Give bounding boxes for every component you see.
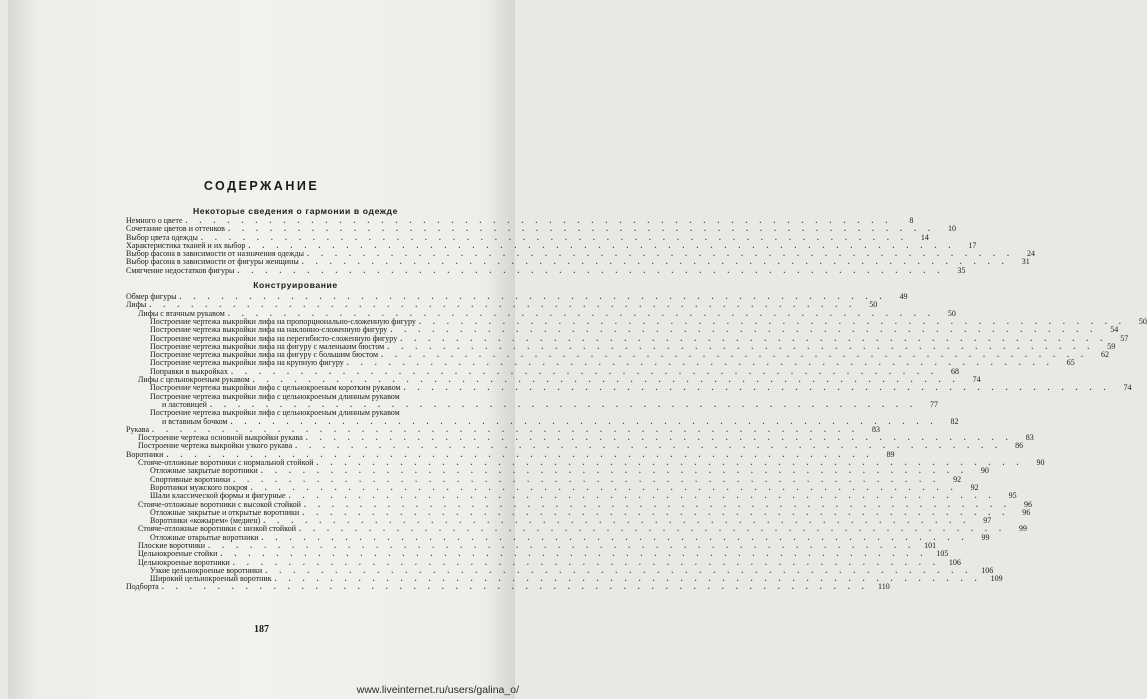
dot-leader: . . . . . . . . . . . . . . . . . . . . . . . . . . . . . . . . . . . . . . . . . . . . . . . . . . . [302,507,1010,517]
toc-entry-title: Обмер фигуры [126,292,177,302]
toc-entry-page: 86 [1015,441,1024,451]
toc-entry-page: 74 [972,375,981,385]
dot-leader: . . . . . . . . . . . . . . . . . . . . . . . . . . . . . . . . . . . . . . . . . . . . . . . . . . . [403,383,1111,393]
toc-entry-page: 106 [981,565,994,575]
dot-leader: . . . . . . . . . . . . . . . . . . . . . . . . . . . . . . . . . . . . . . . . . . . . . . . . . . . [295,441,1003,451]
dot-leader: . . . . . . . . . . . . . . . . . . . . . . . . . . . . . . . . . . . . . . . . . . . . . . . . . . . [263,516,971,526]
toc-entry-page: 89 [886,449,895,459]
toc-entry[interactable] [126,265,966,275]
toc-entry-title: Цельнокроеные воротники [138,557,230,567]
toc-entry-page: 90 [980,466,989,476]
toc-entry-page: 96 [1023,499,1032,509]
dot-leader: . . . . . . . . . . . . . . . . . . . . . . . . . . . . . . . . . . . . . . . . . . . . . . . . . . . [298,524,1006,534]
toc-entry-page: 95 [1008,491,1017,501]
toc-entry-title: Построение чертежа выкройки узкого рукава [138,441,293,451]
toc-entry-title: Лифы с втачным рукавом [138,308,225,318]
dot-leader: . . . . . . . . . . . . . . . . . . . . . . . . . . . . . . . . . . . . . . . . . . . . . . . . . . . [390,325,1098,335]
toc-entry-title: Построение чертежа выкройки лифа на фигуру с маленьким бюстом [150,341,385,351]
toc-entry-page: 92 [953,474,962,484]
toc-entry-title: Воротники [126,449,164,459]
watermark-url[interactable]: www.liveinternet.ru/users/galina_o/ [356,684,519,696]
dot-leader: . . . . . . . . . . . . . . . . . . . . . . . . . . . . . . . . . . . . . . . . . . . . . . . . . . . [305,433,1013,443]
toc-entry-page: 109 [990,574,1003,584]
toc-entry-title: Плоские воротники [138,540,206,550]
toc-entry-page: 83 [1025,433,1034,443]
dot-leader: . . . . . . . . . . . . . . . . . . . . . . . . . . . . . . . . . . . . . . . . . . . . . . . . . . . [346,358,1054,368]
toc-entry-title: Выбор фасона в зависимости от назначения одежды [126,249,304,259]
toc-entry-page: 99 [981,532,990,542]
toc-entry-page: 82 [950,416,959,426]
toc-entry-page: 31 [1021,257,1030,267]
toc-entry-page: 59 [1107,341,1116,351]
toc-entry-title: Сочетание цветов и оттенков [126,224,225,234]
toc-entry-title: Построение чертежа выкройки лифа на перегибисто-сложенную фигуру [150,333,398,343]
toc-entry-page: 50 [947,308,956,318]
toc-entry-title: Лифы с цельнокроеным рукавом [138,375,250,385]
dot-leader: . . . . . . . . . . . . . . . . . . . . . . . . . . . . . . . . . . . . . . . . . . . . . . . . . . . [227,308,935,318]
dot-leader: . . . . . . . . . . . . . . . . . . . . . . . . . . . . . . . . . . . . . . . . . . . . . . . . . . . [306,249,1014,259]
toc-entry-title: Спортивные воротники [150,474,231,484]
dot-leader: . . . . . . . . . . . . . . . . . . . . . . . . . . . . . . . . . . . . . . . . . . . . . . . . . . . [252,375,960,385]
dot-leader: . . . . . . . . . . . . . . . . . . . . . . . . . . . . . . . . . . . . . . . . . . . . . . . . . . . [166,449,874,459]
toc-entry-title: Стояче-отложные воротники с низкой стойкой [138,524,296,534]
dot-leader: . . . . . . . . . . . . . . . . . . . . . . . . . . . . . . . . . . . . . . . . . . . . . . . . . . . [303,499,1011,509]
dot-leader: . . . . . . . . . . . . . . . . . . . . . . . . . . . . . . . . . . . . . . . . . . . . . . . . . . . [288,491,996,501]
dot-leader: . . . . . . . . . . . . . . . . . . . . . . . . . . . . . . . . . . . . . . . . . . . . . . . . . . . [233,474,941,484]
toc-entry-title: Построение чертежа выкройки лифа на пропорционально-сложенную фигуру [150,316,416,326]
toc-entry-page: 65 [1066,358,1075,368]
dot-leader: . . . . . . . . . . . . . . . . . . . . . . . . . . . . . . . . . . . . . . . . . . . . . . . . . . . [220,549,928,559]
toc-entry-title: Шали классической формы и фигурные [150,491,286,501]
toc-entry-page: 49 [899,292,908,302]
dot-leader: . . . . . . . . . . . . . . . . . . . . . . . . . . . . . . . . . . . . . . . . . . . . . . . . . . . [161,582,869,592]
dot-leader: . . . . . . . . . . . . . . . . . . . . . . . . . . . . . . . . . . . . . . . . . . . . . . . . . . . [200,232,908,242]
section-heading: Некоторые сведения о гармонии в одежде [193,206,398,216]
toc-entry-page: 10 [947,224,956,234]
toc-entry-title: Построение чертежа выкройки лифа с цельнокроеным длинным рукавом [150,391,400,401]
dot-leader: . . . . . . . . . . . . . . . . . . . . . . . . . . . . . . . . . . . . . . . . . . . . . . . . . . . [248,240,956,250]
toc-entry-page: 50 [1138,316,1147,326]
dot-leader: . . . . . . . . . . . . . . . . . . . . . . . . . . . . . . . . . . . . . . . . . . . . . . . . . . . [230,416,938,426]
toc-entry-page: 50 [869,300,878,310]
toc-entry-title: Отложные закрытые воротники [150,466,258,476]
toc-entry-page: 106 [948,557,961,567]
dot-leader: . . . . . . . . . . . . . . . . . . . . . . . . . . . . . . . . . . . . . . . . . . . . . . . . . . . [400,333,1108,343]
toc-entry-page: 17 [968,240,977,250]
dot-leader: . . . . . . . . . . . . . . . . . . . . . . . . . . . . . . . . . . . . . . . . . . . . . . . . . . . [265,565,973,575]
toc-entry-title: Поправки в выкройках [150,366,228,376]
toc-entry-page: 35 [957,265,966,275]
toc-entry-title: и ластовицей [162,399,207,409]
toc-entry-page: 83 [872,424,880,434]
toc-entry-title: Построение чертежа выкройки лифа на фигуру с большим бюстом [150,350,379,360]
toc-entry-title: Выбор фасона в зависимости от фигуры женщины [126,257,299,267]
dot-leader: . . . . . . . . . . . . . . . . . . . . . . . . . . . . . . . . . . . . . . . . . . . . . . . . . . . [227,224,935,234]
toc-entry-title: Стояче-отложные воротники с высокой стойкой [138,499,301,509]
toc-entry-title: Отложные открытые воротники [150,532,259,542]
dot-leader: . . . . . . . . . . . . . . . . . . . . . . . . . . . . . . . . . . . . . . . . . . . . . . . . . . . [208,540,916,550]
toc-entry-page: 99 [1018,524,1027,534]
toc-entry-title: Отложные закрытые и открытые воротники [150,507,300,517]
toc-entry-title: Рукава [126,424,149,434]
dot-leader: . . . . . . . . . . . . . . . . . . . . . . . . . . . . . . . . . . . . . . . . . . . . . . . . . . . [149,300,857,310]
toc-entry-title: Стояче-отложные воротники с нормальной стойкой [138,458,314,468]
table-of-contents [126,206,1147,592]
toc-entry-title: Цельнокроеные стойки [138,549,218,559]
toc-entry-title: Построение чертежа основной выкройки рукава [138,433,303,443]
toc-entry-page: 8 [909,216,914,225]
toc-entry-title: Подборта [126,582,159,592]
dot-leader: . . . . . . . . . . . . . . . . . . . . . . . . . . . . . . . . . . . . . . . . . . . . . . . . . . . [185,216,893,225]
dot-leader: . . . . . . . . . . . . . . . . . . . . . . . . . . . . . . . . . . . . . . . . . . . . . . . . . . . [152,424,859,434]
dot-leader: . . . . . . . . . . . . . . . . . . . . . . . . . . . . . . . . . . . . . . . . . . . . . . . . . . . [301,257,1009,267]
toc-entry-title: Характеристика тканей и их выбор [126,240,246,250]
dot-leader: . . . . . . . . . . . . . . . . . . . . . . . . . . . . . . . . . . . . . . . . . . . . . . . . . . . [261,532,969,542]
toc-entry[interactable] [126,582,890,592]
dot-leader: . . . . . . . . . . . . . . . . . . . . . . . . . . . . . . . . . . . . . . . . . . . . . . . . . . . [418,316,1126,326]
toc-entry-page: 101 [924,540,937,550]
dot-leader: . . . . . . . . . . . . . . . . . . . . . . . . . . . . . . . . . . . . . . . . . . . . . . . . . . . [274,574,982,584]
toc-entry-title: Немного о цвете [126,216,183,225]
dot-leader: . . . . . . . . . . . . . . . . . . . . . . . . . . . . . . . . . . . . . . . . . . . . . . . . . . . [381,350,1089,360]
toc-entry-page: 14 [920,232,929,242]
dot-leader: . . . . . . . . . . . . . . . . . . . . . . . . . . . . . . . . . . . . . . . . . . . . . . . . . . . [250,482,958,492]
toc-entry-page: 92 [970,482,979,492]
dot-leader: . . . . . . . . . . . . . . . . . . . . . . . . . . . . . . . . . . . . . . . . . . . . . . . . . . . [209,399,917,409]
toc-entry-title: Построение чертежа выкройки лифа на крупную фигуру [150,358,344,368]
page-number: 187 [254,624,269,635]
toc-entry-page: 90 [1036,458,1045,468]
toc-entry-title: Построение чертежа выкройки лифа с цельнокроеным длинным рукавом [150,408,400,418]
toc-entry-title: Выбор цвета одежды [126,232,198,242]
dot-leader: . . . . . . . . . . . . . . . . . . . . . . . . . . . . . . . . . . . . . . . . . . . . . . . . . . . [237,265,945,275]
toc-entry-page: 57 [1120,333,1129,343]
toc-entry-title: Воротники «кожырем» (медиен) [150,516,261,526]
dot-leader: . . . . . . . . . . . . . . . . . . . . . . . . . . . . . . . . . . . . . . . . . . . . . . . . . . . [179,292,887,302]
section-heading: Конструирование [253,280,338,291]
toc-entry-title: Построение чертежа выкройки лифа с цельнокроеным коротким рукавом [150,383,401,393]
toc-entry-title: Смягчение недостатков фигуры [126,265,235,275]
toc-entry-page: 110 [878,582,890,592]
toc-entry-title: Широкий цельнокроеный воротник [150,574,272,584]
toc-entry-page: 68 [950,366,959,376]
toc-entry-page: 97 [983,516,992,526]
toc-entry-title: и вставным бочком [162,416,228,426]
page-title: СОДЕРЖАНИЕ [203,179,320,193]
toc-entry-title: Узкие цельнокроеные воротники [150,565,263,575]
dot-leader: . . . . . . . . . . . . . . . . . . . . . . . . . . . . . . . . . . . . . . . . . . . . . . . . . . . [387,341,1095,351]
dot-leader: . . . . . . . . . . . . . . . . . . . . . . . . . . . . . . . . . . . . . . . . . . . . . . . . . . . [316,458,1024,468]
dot-leader: . . . . . . . . . . . . . . . . . . . . . . . . . . . . . . . . . . . . . . . . . . . . . . . . . . . [230,366,938,376]
book-page [8,0,1147,699]
toc-entry-page: 24 [1026,249,1035,259]
dot-leader: . . . . . . . . . . . . . . . . . . . . . . . . . . . . . . . . . . . . . . . . . . . . . . . . . . . [260,466,968,476]
toc-entry-page: 62 [1101,350,1110,360]
toc-entry-page: 74 [1123,383,1132,393]
toc-entry-page: 77 [929,399,938,409]
dot-leader: . . . . . . . . . . . . . . . . . . . . . . . . . . . . . . . . . . . . . . . . . . . . . . . . . . . [232,557,940,567]
toc-entry-page: 54 [1110,325,1119,335]
toc-entry-title: Построение чертежа выкройки лифа на наклонно-сложенную фигуру [150,325,388,335]
toc-entry-page: 96 [1022,507,1031,517]
toc-entry-title: Воротники мужского покроя [150,482,248,492]
toc-entry-title: Лифы [126,300,147,310]
toc-entry-page: 105 [936,549,949,559]
